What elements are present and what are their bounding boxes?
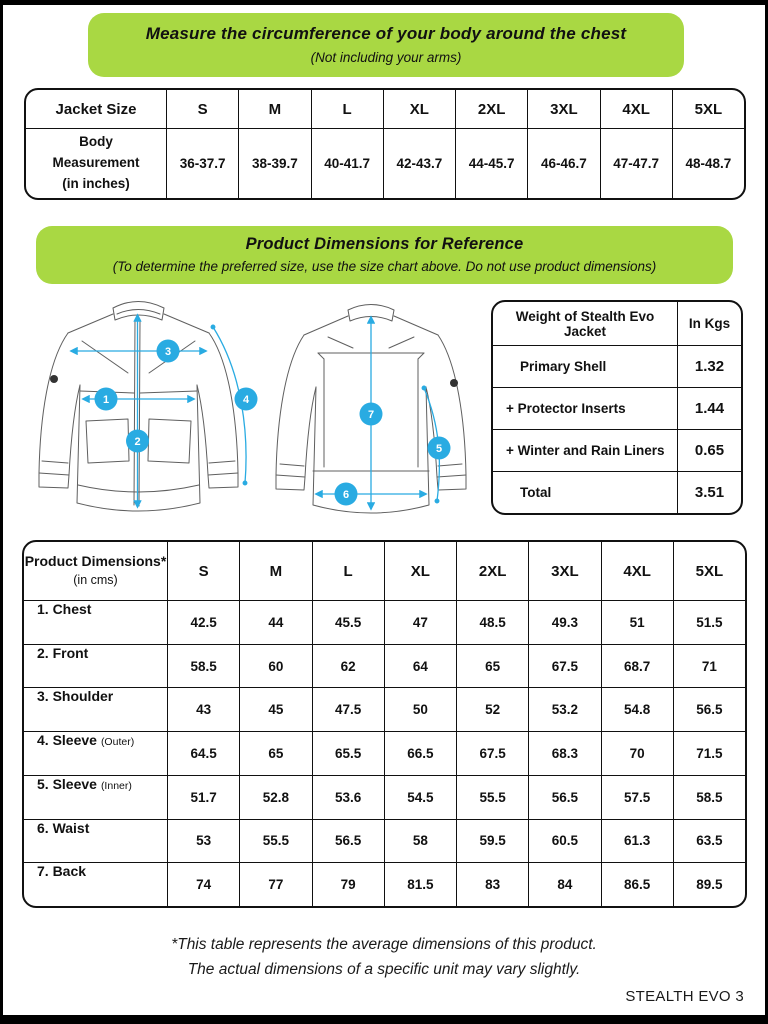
marker-back-number: 7 [367, 409, 375, 421]
size-col-header: 3XL [527, 90, 599, 128]
dim-cell: 71 [673, 644, 745, 688]
dim-row-label: 6. Waist [24, 819, 167, 863]
dimensions-banner-title: Product Dimensions for Reference [245, 235, 524, 253]
dim-cell: 65.5 [312, 731, 384, 775]
size-table-corner: Jacket Size [55, 100, 137, 118]
body-size-table [24, 88, 746, 200]
dim-cell: 45.5 [312, 600, 384, 644]
dim-col-header: L [312, 542, 384, 600]
measurement-cell: 44-45.7 [455, 128, 527, 198]
dim-row-label: 4. Sleeve (Outer) [24, 731, 167, 775]
dim-cell: 51 [601, 600, 673, 644]
dim-cell: 47.5 [312, 687, 384, 731]
jacket-front-diagram [14, 292, 262, 535]
dim-cell: 68.3 [528, 731, 600, 775]
dim-cell: 51.5 [673, 600, 745, 644]
measurement-cell: 40-41.7 [311, 128, 383, 198]
dim-row-label: 3. Shoulder [24, 687, 167, 731]
dim-row-label: 2. Front [24, 644, 167, 688]
dim-cell: 53 [167, 819, 239, 863]
dim-cell: 58 [384, 819, 456, 863]
dim-cell: 44 [239, 600, 311, 644]
dim-cell: 79 [312, 862, 384, 906]
measurement-cell: 47-47.7 [600, 128, 672, 198]
dim-cell: 45 [239, 687, 311, 731]
dim-cell: 55.5 [239, 819, 311, 863]
weight-row-value: 0.65 [677, 429, 741, 471]
dim-cell: 89.5 [673, 862, 745, 906]
dim-table-corner: Product Dimensions* (in cms) [24, 553, 167, 588]
weight-table [491, 300, 743, 515]
dim-cell: 43 [167, 687, 239, 731]
measurement-cell: 36-37.7 [166, 128, 238, 198]
dim-row-label: 1. Chest [24, 600, 167, 644]
dimensions-banner [36, 226, 733, 284]
dim-col-header: 5XL [673, 542, 745, 600]
size-col-header: L [311, 90, 383, 128]
dim-cell: 58.5 [673, 775, 745, 819]
dim-cell: 65 [456, 644, 528, 688]
size-col-header: M [238, 90, 310, 128]
weight-row-label: Total [493, 471, 677, 513]
product-name-label: STEALTH EVO 3 [625, 988, 744, 1005]
dim-cell: 58.5 [167, 644, 239, 688]
dim-cell: 71.5 [673, 731, 745, 775]
dim-cell: 52 [456, 687, 528, 731]
dim-col-header: XL [384, 542, 456, 600]
dim-cell: 53.6 [312, 775, 384, 819]
marker-front-number: 2 [134, 436, 141, 448]
weight-row-value: 1.44 [677, 387, 741, 429]
dim-cell: 83 [456, 862, 528, 906]
measure-banner [88, 13, 684, 77]
weight-row-value: 3.51 [677, 471, 741, 513]
dim-cell: 60 [239, 644, 311, 688]
size-col-header: 4XL [600, 90, 672, 128]
marker-waist-number: 6 [342, 489, 350, 501]
dim-cell: 54.5 [384, 775, 456, 819]
body-measurement-label: Body Measurement (in inches) [26, 128, 166, 198]
measurement-cell: 38-39.7 [238, 128, 310, 198]
footnote-line1: *This table represents the average dimensions of this product. [171, 936, 597, 953]
marker-chest-number: 1 [102, 394, 110, 406]
dim-cell: 61.3 [601, 819, 673, 863]
dim-cell: 81.5 [384, 862, 456, 906]
dim-cell: 84 [528, 862, 600, 906]
dim-cell: 54.8 [601, 687, 673, 731]
dim-cell: 64.5 [167, 731, 239, 775]
dim-cell: 42.5 [167, 600, 239, 644]
dim-cell: 49.3 [528, 600, 600, 644]
dim-cell: 57.5 [601, 775, 673, 819]
size-col-header: XL [383, 90, 455, 128]
marker-shoulder-number: 3 [164, 346, 172, 358]
marker-sleeve-inner-number: 5 [435, 443, 443, 455]
measurement-cell: 48-48.7 [672, 128, 744, 198]
dim-cell: 65 [239, 731, 311, 775]
dim-col-header: 4XL [601, 542, 673, 600]
size-col-header: 2XL [455, 90, 527, 128]
dim-cell: 66.5 [384, 731, 456, 775]
dim-cell: 52.8 [239, 775, 311, 819]
weight-table-header: Weight of Stealth Evo Jacket [515, 308, 655, 339]
dim-cell: 59.5 [456, 819, 528, 863]
dim-row-label: 5. Sleeve (Inner) [24, 775, 167, 819]
weight-unit-header: In Kgs [677, 302, 741, 345]
dim-col-header: M [239, 542, 311, 600]
dim-cell: 70 [601, 731, 673, 775]
dim-cell: 56.5 [528, 775, 600, 819]
dim-cell: 60.5 [528, 819, 600, 863]
jacket-front-drawing [14, 292, 262, 530]
dim-cell: 55.5 [456, 775, 528, 819]
dim-cell: 47 [384, 600, 456, 644]
jacket-back-diagram [256, 296, 486, 533]
weight-row-label: + Protector Inserts [493, 387, 677, 429]
weight-row-label: + Winter and Rain Liners [493, 429, 677, 471]
dim-cell: 64 [384, 644, 456, 688]
measurement-cell: 42-43.7 [383, 128, 455, 198]
measure-banner-title: Measure the circumference of your body around the chest [145, 24, 627, 43]
dim-cell: 53.2 [528, 687, 600, 731]
dim-cell: 63.5 [673, 819, 745, 863]
product-dimensions-table [22, 540, 747, 908]
weight-row-label: Primary Shell [493, 345, 677, 387]
dim-cell: 56.5 [312, 819, 384, 863]
dim-cell: 62 [312, 644, 384, 688]
dim-col-header: 3XL [528, 542, 600, 600]
dim-cell: 50 [384, 687, 456, 731]
weight-row-value: 1.32 [677, 345, 741, 387]
footnote-line2: The actual dimensions of a specific unit may vary slightly. [187, 961, 581, 978]
dim-cell: 48.5 [456, 600, 528, 644]
dim-cell: 56.5 [673, 687, 745, 731]
dim-cell: 68.7 [601, 644, 673, 688]
dim-col-header: S [167, 542, 239, 600]
measurement-cell: 46-46.7 [527, 128, 599, 198]
measure-banner-subtitle: (Not including your arms) [310, 50, 462, 65]
jacket-back-drawing [256, 296, 486, 528]
size-col-header: 5XL [672, 90, 744, 128]
marker-sleeve-outer-number: 4 [242, 394, 250, 406]
dim-cell: 74 [167, 862, 239, 906]
dim-row-label: 7. Back [24, 862, 167, 906]
dim-cell: 67.5 [456, 731, 528, 775]
dimensions-banner-subtitle: (To determine the preferred size, use the size chart above. Do not use product dimensions) [112, 259, 657, 274]
dim-cell: 86.5 [601, 862, 673, 906]
dim-cell: 51.7 [167, 775, 239, 819]
dim-cell: 77 [239, 862, 311, 906]
size-col-header: S [166, 90, 238, 128]
dim-col-header: 2XL [456, 542, 528, 600]
dim-cell: 67.5 [528, 644, 600, 688]
